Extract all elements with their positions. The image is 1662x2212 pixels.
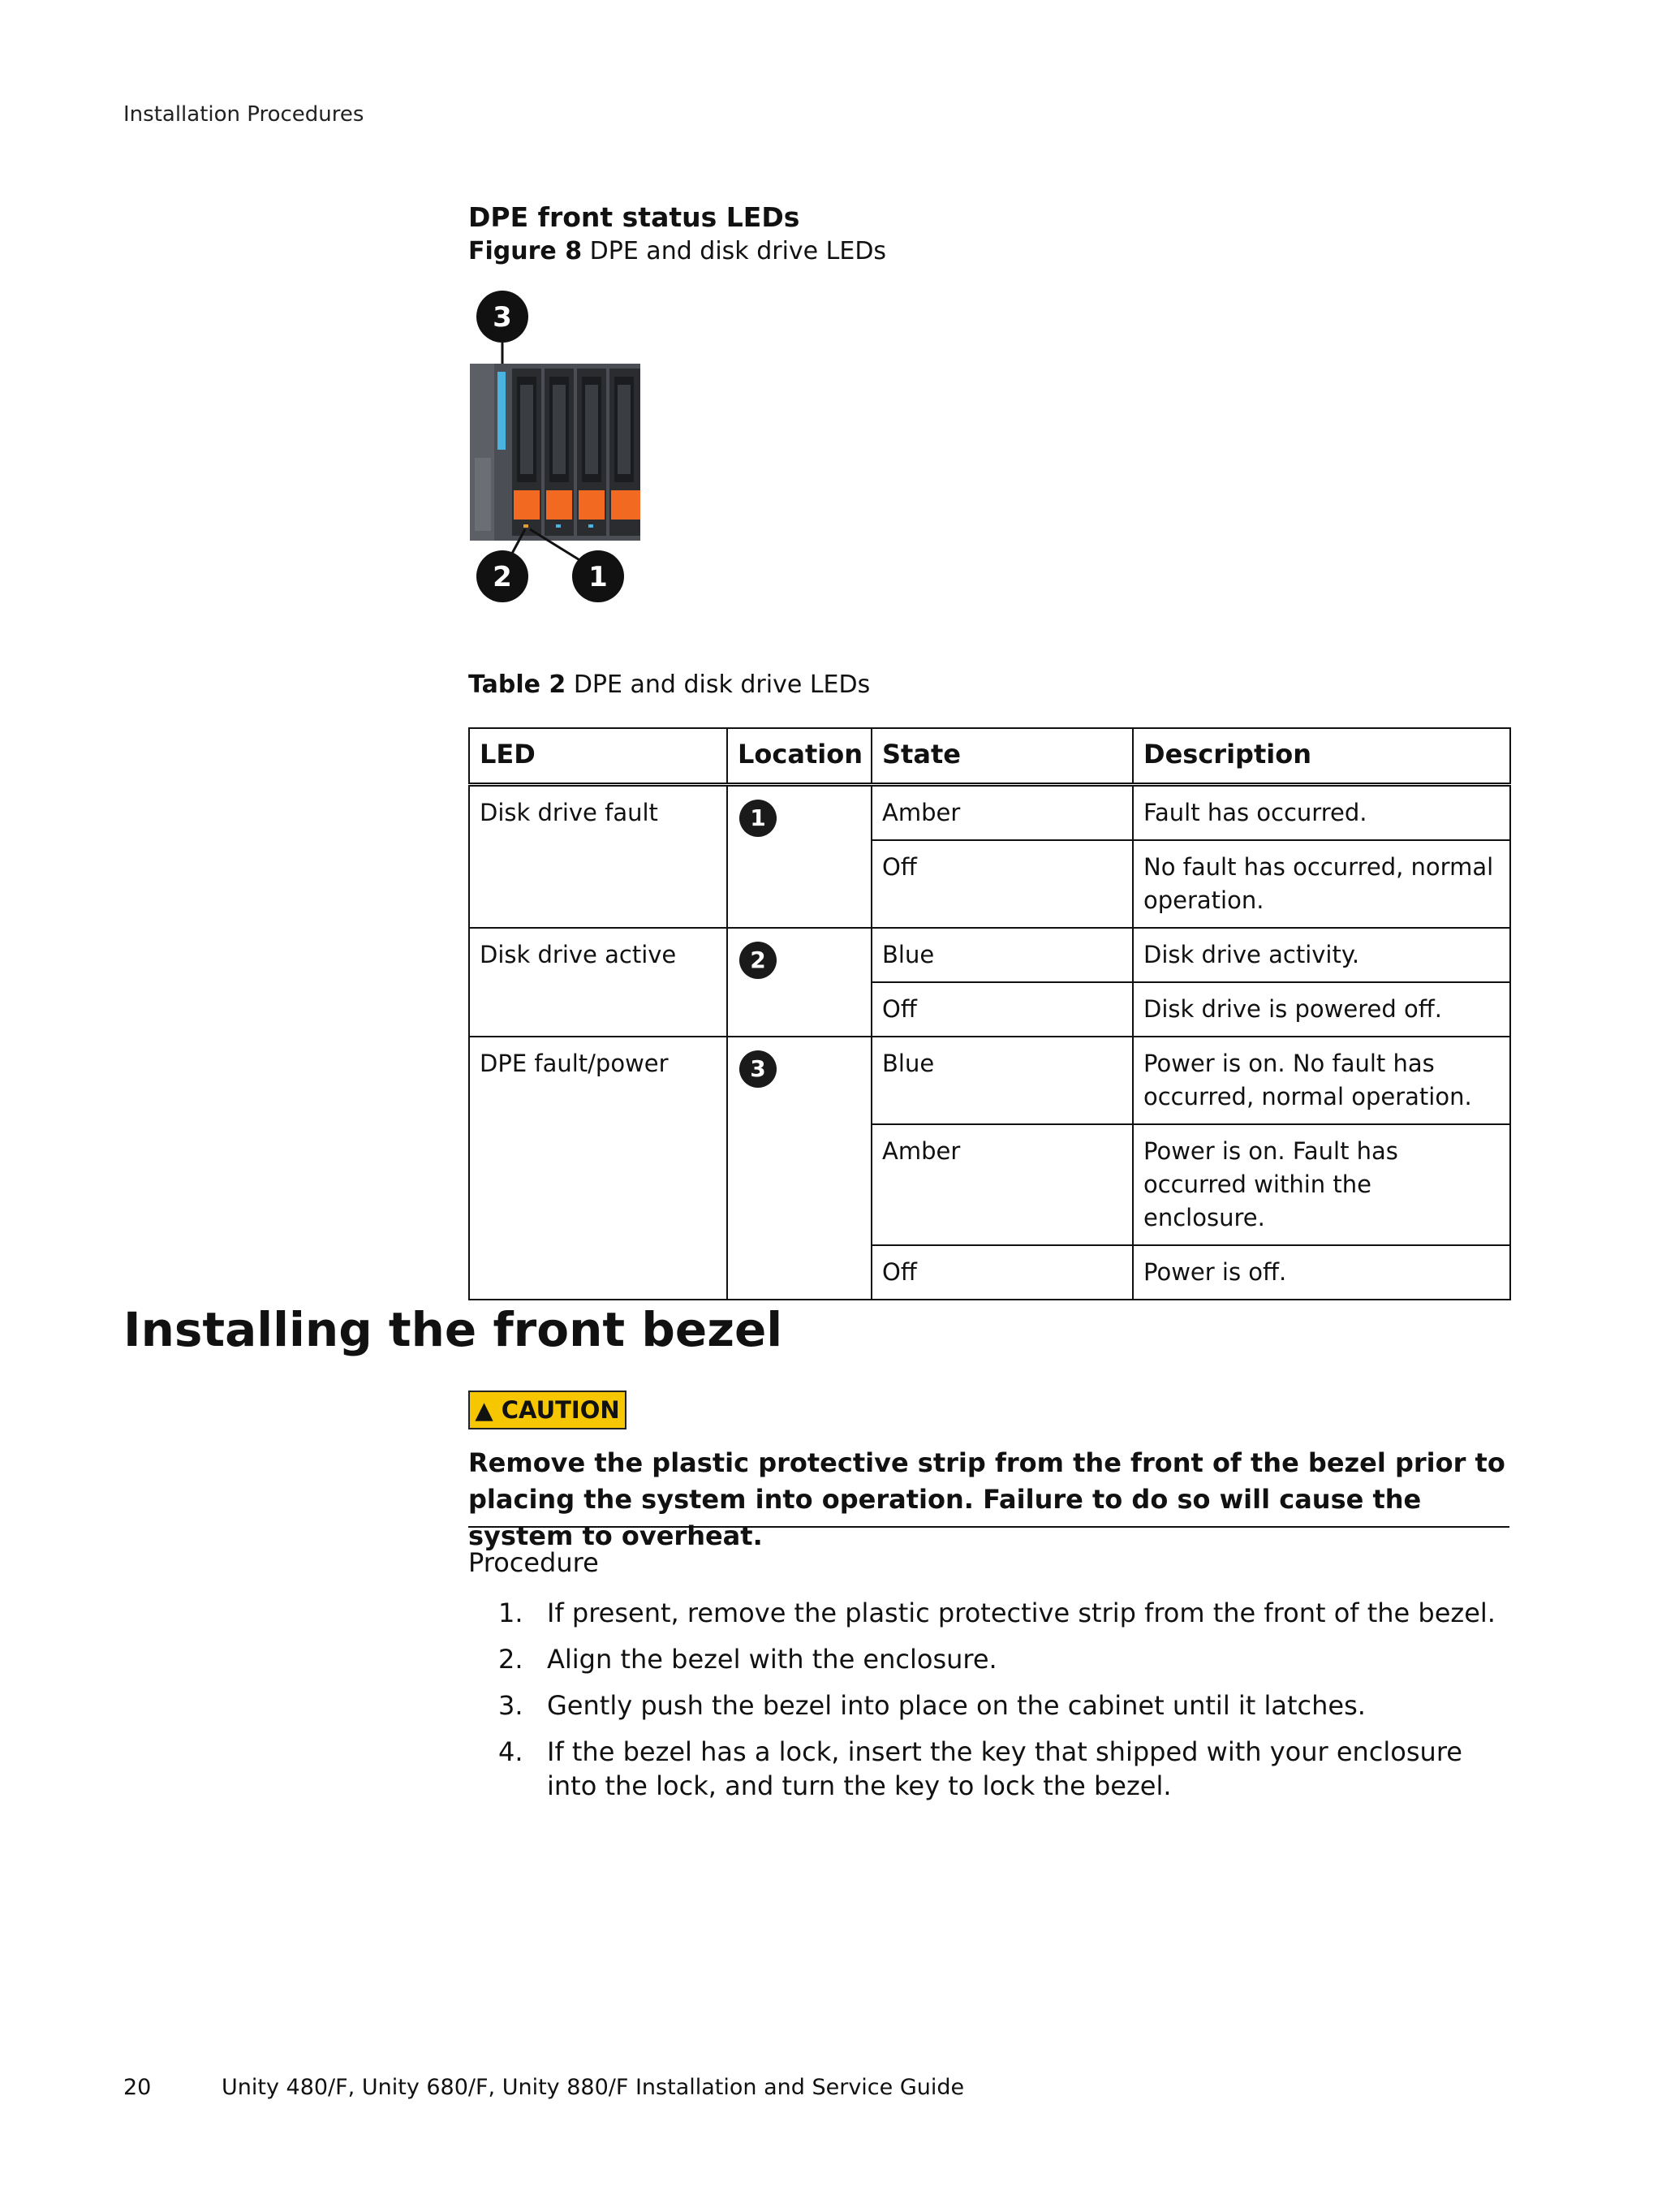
- caution-badge: [468, 1391, 626, 1429]
- figure-caption-text: DPE and disk drive LEDs: [589, 237, 887, 265]
- footer-page-number: 20: [123, 2075, 152, 2100]
- step-text: If the bezel has a lock, insert the key that shipped with your enclosure into the lock, and turn the key to lock the bezel.: [547, 1736, 1462, 1801]
- procedure-label: Procedure: [468, 1547, 599, 1578]
- footer-doc-title: Unity 480/F, Unity 680/F, Unity 880/F Installation and Service Guide: [222, 2075, 965, 2100]
- led-table: [468, 727, 1511, 1300]
- description-cell: Disk drive activity.: [1133, 928, 1510, 982]
- caution-divider: [468, 1526, 1509, 1528]
- table-row: [469, 928, 1510, 982]
- header-led: LED: [469, 728, 727, 785]
- state-cell: Amber: [872, 785, 1133, 841]
- step-number: 2.: [498, 1644, 523, 1675]
- state-cell: Off: [872, 1245, 1133, 1300]
- bezel-heading: Installing the front bezel: [123, 1302, 783, 1357]
- state-cell: Off: [872, 840, 1133, 928]
- disk-drive: [577, 369, 606, 536]
- list-item: [487, 1735, 1509, 1803]
- description-cell: Disk drive is powered off.: [1133, 982, 1510, 1037]
- header-description: Description: [1133, 728, 1510, 785]
- step-number: 3.: [498, 1690, 523, 1721]
- list-item: [487, 1642, 1509, 1676]
- callout-1-label: 1: [588, 561, 608, 593]
- disk-drive: [512, 369, 541, 536]
- warning-triangle-icon: ▲: [475, 1396, 493, 1424]
- disk-drive: [545, 369, 574, 536]
- table-caption: [468, 670, 870, 699]
- running-header: Installation Procedures: [123, 102, 364, 127]
- location-cell: [727, 1037, 872, 1300]
- callout-3-label: 3: [493, 301, 512, 334]
- table-row: [469, 785, 1510, 841]
- step-number: 4.: [498, 1736, 523, 1767]
- header-state: State: [872, 728, 1133, 785]
- description-cell: Power is off.: [1133, 1245, 1510, 1300]
- dpe-power-led: [497, 372, 506, 450]
- state-cell: Off: [872, 982, 1133, 1037]
- list-item: [487, 1688, 1509, 1723]
- header-location: Location: [727, 728, 872, 785]
- description-cell: Power is on. No fault has occurred, normal operation.: [1133, 1037, 1510, 1124]
- table-caption-text: DPE and disk drive LEDs: [573, 670, 871, 699]
- disk-drive: [609, 369, 640, 536]
- caution-label: CAUTION: [501, 1396, 620, 1424]
- table-row: [469, 1037, 1510, 1124]
- location-cell: [727, 785, 872, 929]
- dpe-led-figure: [468, 287, 648, 610]
- list-item: [487, 1596, 1509, 1630]
- led-name-cell: DPE fault/power: [469, 1037, 727, 1300]
- state-cell: Blue: [872, 1037, 1133, 1124]
- step-text: Gently push the bezel into place on the cabinet until it latches.: [547, 1690, 1366, 1721]
- state-cell: Blue: [872, 928, 1133, 982]
- location-badge: 3: [739, 1050, 777, 1088]
- location-cell: [727, 928, 872, 1037]
- step-text: Align the bezel with the enclosure.: [547, 1644, 997, 1675]
- procedure-steps: [487, 1596, 1509, 1815]
- section-title: DPE front status LEDs: [468, 201, 800, 233]
- figure-caption: [468, 237, 886, 265]
- description-cell: Power is on. Fault has occurred within the enclosure.: [1133, 1124, 1510, 1245]
- step-text: If present, remove the plastic protective strip from the front of the bezel.: [547, 1598, 1496, 1628]
- led-name-cell: Disk drive fault: [469, 785, 727, 929]
- description-cell: Fault has occurred.: [1133, 785, 1510, 841]
- state-cell: Amber: [872, 1124, 1133, 1245]
- table-label: Table 2: [468, 670, 566, 699]
- led-name-cell: Disk drive active: [469, 928, 727, 1037]
- description-cell: No fault has occurred, normal operation.: [1133, 840, 1510, 928]
- step-number: 1.: [498, 1598, 523, 1628]
- dpe-ear-grip: [475, 458, 491, 531]
- caution-text: Remove the plastic protective strip from the front of the bezel prior to placing the system into operation. Failure to do so will cause the system to overheat.: [468, 1447, 1505, 1551]
- table-header-row: [469, 728, 1510, 785]
- location-badge: 2: [739, 942, 777, 979]
- figure-label: Figure 8: [468, 237, 583, 265]
- callout-2-label: 2: [493, 561, 512, 593]
- location-badge: 1: [739, 800, 777, 837]
